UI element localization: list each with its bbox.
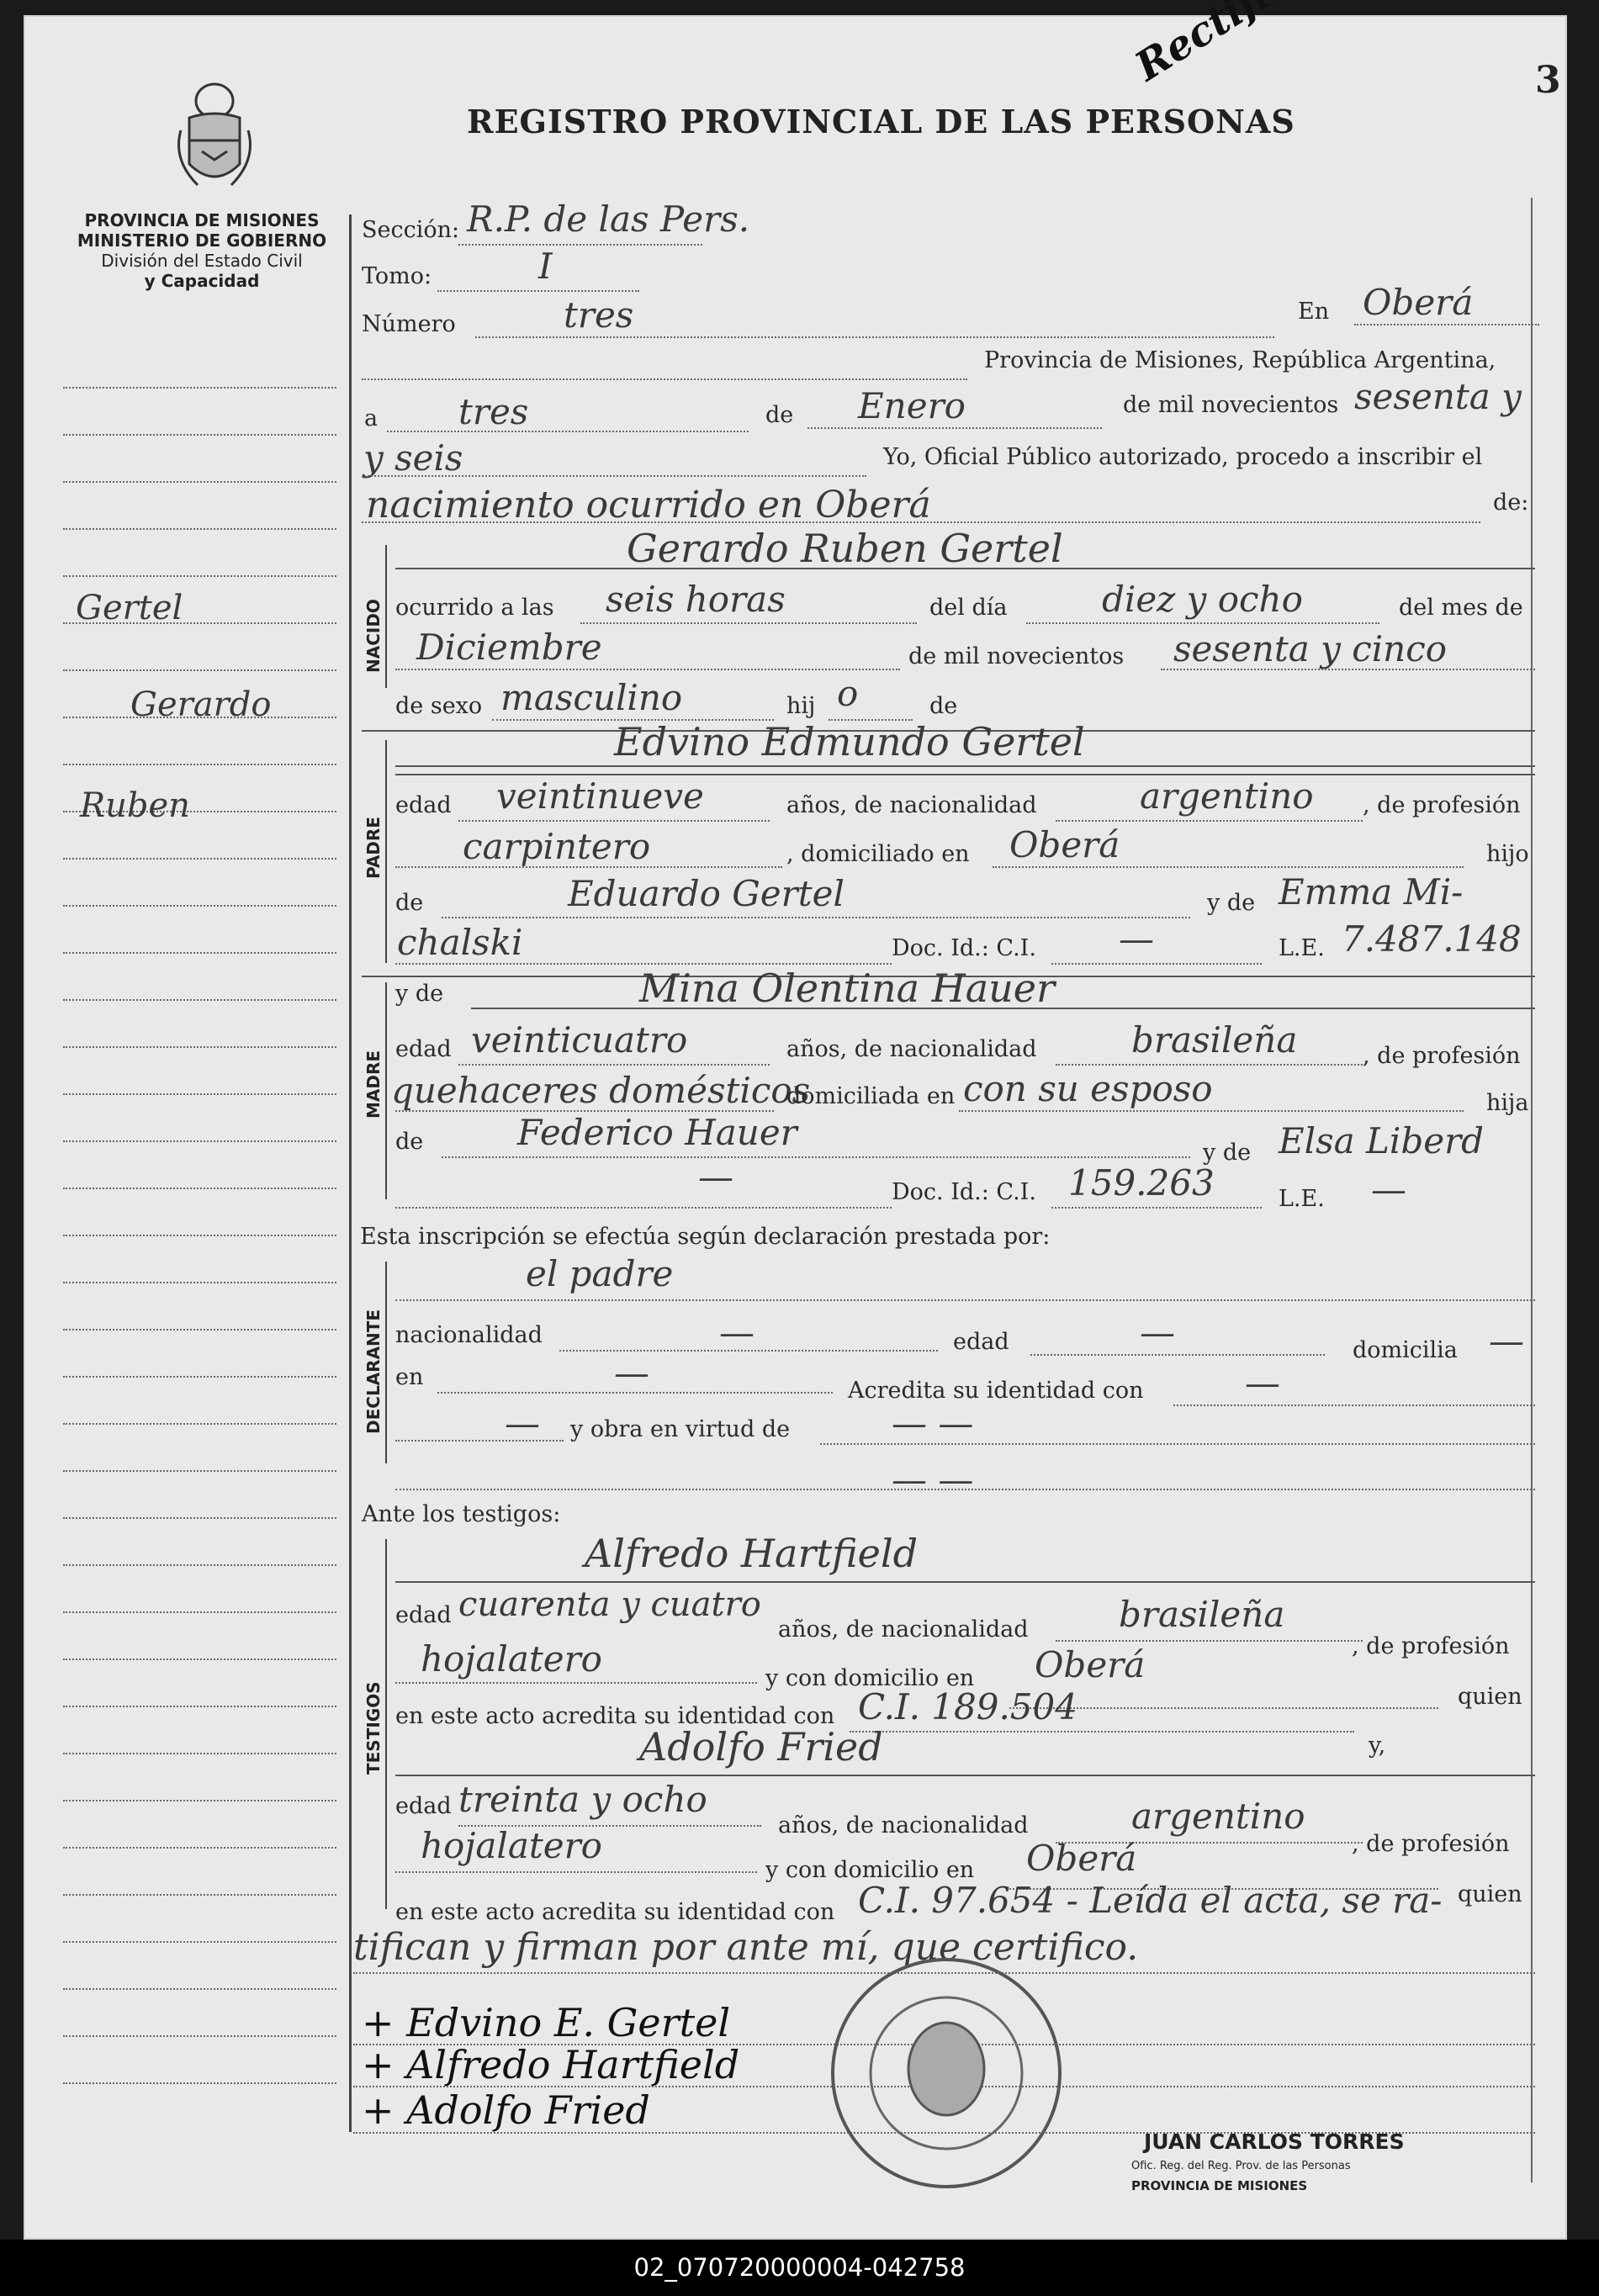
del-dia-label: del día [929,595,1008,621]
madre-ci: 159.263 [1068,1162,1215,1204]
declarante-obra: — — [892,1403,974,1444]
testigo1-edad-label: edad [395,1602,452,1628]
declarante-en-label: en [395,1364,424,1390]
padre-profesion-label: , de profesión [1363,792,1521,818]
testigo2-acredita-label: en este acto acredita su identidad con [395,1899,835,1925]
madre-le-label: L.E. [1279,1186,1325,1212]
declarante-edad: — [1140,1312,1175,1353]
nacido-nombre: Gerardo Ruben Gertel [627,526,1063,571]
declarante-domicilia: — [1489,1320,1524,1362]
padre-le: 7.487.148 [1342,918,1522,960]
oficial-cargo: Ofic. Reg. del Reg. Prov. de las Personas [1131,2160,1351,2172]
madre-profesion-label: , de profesión [1363,1043,1521,1069]
declarante-acredita-label: Acredita su identidad con [848,1378,1144,1404]
anio-value-1: sesenta y [1354,376,1522,417]
padre-hijo-label: hijo [1486,841,1529,867]
margin-line [63,1564,336,1566]
madre-edad-label: edad [395,1036,452,1062]
padre-edad-label: edad [395,792,452,818]
madre-domicilio: con su esposo [963,1068,1213,1109]
signature-2: + Alfredo Hartfield [362,2042,740,2087]
declarante-nombre: el padre [526,1253,674,1294]
margin-line [63,1235,336,1236]
ocurrido-label: ocurrido a las [395,595,554,621]
madre-y-de-label: y de [395,981,444,1007]
margin-line [63,1093,336,1095]
nacido-mes: Diciembre [416,627,602,668]
en-value: Oberá [1363,282,1474,323]
seccion-label: Sección: [362,217,460,243]
testigo2-nac: argentino [1131,1796,1305,1837]
margin-line [63,1894,336,1896]
margin-line [63,481,336,483]
testigo1-quien-label: quien [1458,1684,1522,1710]
padre-section-label: PADRE [363,817,384,879]
nacido-dia: diez y ocho [1102,579,1303,620]
margin-line [63,999,336,1001]
declarante-edad-label: edad [953,1329,1009,1355]
provincia-text: Provincia de Misiones, República Argentina, [984,347,1496,373]
madre-le: — [1371,1169,1406,1210]
left-header-line3: División del Estado Civil [101,251,303,271]
margin-line [63,1282,336,1283]
main-border [349,214,352,2132]
testigo1-domicilio-label: y con domicilio en [765,1665,975,1691]
madre-hija-label: hija [1486,1090,1529,1116]
testigo1-nombre: Alfredo Hartfield [585,1531,919,1576]
padre-domicilio: Oberá [1009,824,1120,865]
yo-text: Yo, Oficial Público autorizado, procedo a inscribir el [883,444,1483,470]
margin-line [63,1329,336,1331]
margin-line [63,1659,336,1660]
margin-line [63,858,336,860]
madre-doc-label: Doc. Id.: C.I. [892,1179,1036,1205]
testigo2-anios-label: años, de nacionalidad [778,1812,1029,1838]
padre-ci: — [1119,918,1154,960]
margin-name-surname: Gertel [76,589,183,627]
oficial-nombre: JUAN CARLOS TORRES [1144,2129,1405,2154]
declarante-nac: — [719,1312,754,1353]
margin-line [63,1611,336,1613]
margin-name-first: Gerardo [130,685,272,724]
margin-line [63,1800,336,1801]
madre-de-label: de [395,1129,424,1155]
footer-id: 02_070720000004-042758 [0,2240,1599,2296]
margin-line [63,1706,336,1707]
cierre-text: tifican y firman por ante mí, que certifico. [353,1926,1139,1969]
coat-of-arms-icon [172,80,257,198]
margin-line [63,1423,336,1425]
testigo1-dom: Oberá [1035,1644,1146,1685]
mes-value: Enero [858,385,966,426]
madre-dash: — [698,1156,733,1198]
testigo1-ci: C.I. 189.504 [858,1686,1077,1727]
testigo2-prof: hojalatero [421,1825,602,1866]
testigo1-acredita-label: en este acto acredita su identidad con [395,1703,835,1729]
madre-padre: Federico Hauer [517,1112,797,1153]
margin-line [63,669,336,671]
left-header-line4: y Capacidad [144,271,260,291]
margin-line [63,1753,336,1754]
margin-line [63,1988,336,1990]
nacimiento-value: nacimiento ocurrido en Oberá [366,484,931,526]
margin-line [63,1847,336,1849]
testigo1-y-label: y, [1369,1733,1386,1759]
anio-text: de mil novecientos [1123,392,1339,418]
testigo1-profesion-label: , de profesión [1352,1633,1510,1659]
margin-line [63,1941,336,1943]
declarante-obra-dash: — [505,1403,540,1444]
margin-line [63,2082,336,2084]
nacido-hora: seis horas [606,579,786,620]
madre-nacionalidad: brasileña [1131,1019,1298,1061]
de-label: de [765,402,794,428]
testigo1-prof: hojalatero [421,1638,602,1680]
margin-line [63,1470,336,1472]
left-header-line2: MINISTERIO DE GOBIERNO [77,230,327,251]
tomo-value: I [538,246,553,287]
dia-value: tres [458,391,529,432]
padre-y-de-label: y de [1207,890,1256,916]
testigo1-nac: brasileña [1119,1594,1285,1635]
padre-doc-label: Doc. Id.: C.I. [892,935,1036,961]
declarante-acredita: — [1245,1362,1280,1404]
margin-line [63,764,336,765]
declarante-en: — [614,1352,649,1394]
left-header-line1: PROVINCIA DE MISIONES [84,210,320,230]
padre-nombre: Edvino Edmundo Gertel [614,719,1085,764]
padre-nacionalidad: argentino [1140,775,1314,817]
nacido-anio-label: de mil novecientos [908,643,1125,669]
declarante-section-label: DECLARANTE [363,1309,384,1434]
tomo-label: Tomo: [362,263,432,289]
hij-label: hij [786,693,816,719]
testigo2-edad-label: edad [395,1793,452,1819]
margin-line [63,905,336,907]
madre-section-label: MADRE [363,1050,384,1119]
testigo2-quien-label: quien [1458,1881,1522,1907]
sexo-label: de sexo [395,693,483,719]
a-label: a [364,405,379,431]
nacido-hij: o [837,673,859,714]
testigos-section-label: TESTIGOS [363,1681,384,1775]
madre-domicilio-label: domiciliada en [786,1083,956,1109]
margin-line [63,528,336,530]
margin-line [63,1376,336,1378]
padre-de-label: de [395,890,424,916]
testigo2-nombre: Adolfo Fried [639,1724,883,1770]
en-label: En [1298,299,1330,325]
margin-line [63,2035,336,2037]
padre-le-label: L.E. [1279,935,1325,961]
margin-line [63,1517,336,1519]
madre-madre: Elsa Liberd [1279,1120,1485,1161]
padre-domicilio-label: , domiciliado en [786,841,970,867]
nacido-de-label: de [929,693,958,719]
testigo2-ci: C.I. 97.654 - Leída el acta, se ra- [858,1880,1443,1921]
margin-line [63,575,336,577]
anio-value-2: y seis [363,437,463,479]
nacido-anio: sesenta y cinco [1173,628,1448,669]
padre-padre: Eduardo Gertel [568,873,845,914]
margin-line [63,387,336,389]
madre-anios-label: años, de nacionalidad [786,1036,1037,1062]
testigo2-edad: treinta y ocho [458,1779,707,1820]
nacido-sexo: masculino [500,677,683,718]
right-border [1531,198,1533,2182]
margin-line [63,1046,336,1048]
margin-line [63,1140,336,1142]
testigo1-anios-label: años, de nacionalidad [778,1616,1029,1643]
testigo1-edad: cuarenta y cuatro [458,1585,761,1624]
signature-3: + Adolfo Fried [362,2087,650,2133]
oficial-provincia: PROVINCIA DE MISIONES [1131,2178,1308,2193]
numero-value: tres [564,294,634,336]
margin-name-second: Ruben [80,786,190,825]
padre-anios-label: años, de nacionalidad [786,792,1037,818]
padre-madre-2: chalski [397,922,523,963]
declarante-extra: — — [892,1459,974,1500]
padre-madre-1: Emma Mi- [1279,871,1464,913]
padre-edad: veintinueve [496,775,704,817]
page-title: REGISTRO PROVINCIAL DE LAS PERSONAS [467,103,1295,140]
seccion-value: R.P. de las Pers. [467,198,750,240]
declarante-intro: Esta inscripción se efectúa según declaración prestada por: [360,1224,1051,1250]
official-seal-icon [824,1951,1068,2195]
madre-nombre: Mina Olentina Hauer [639,965,1056,1011]
declarante-domicilia-label: domicilia [1353,1337,1458,1363]
nacido-section-label: NACIDO [363,599,384,673]
declarante-nac-label: nacionalidad [395,1322,543,1348]
declarante-obra-label: y obra en virtud de [570,1416,791,1442]
madre-y-de2-label: y de [1203,1140,1252,1166]
de-colon-label: de: [1493,489,1529,516]
madre-edad: veinticuatro [471,1019,688,1061]
testigo2-dom: Oberá [1026,1838,1137,1879]
margin-line [63,952,336,954]
padre-profesion: carpintero [463,826,651,867]
left-header [63,210,341,291]
testigos-intro: Ante los testigos: [362,1501,561,1527]
testigo2-profesion-label: , de profesión [1352,1831,1510,1857]
page-number: 3 [1535,59,1561,102]
margin-line [63,434,336,436]
testigo2-domicilio-label: y con domicilio en [765,1857,975,1883]
margin-line [63,1188,336,1189]
madre-profesion: quehaceres domésticos [391,1070,811,1111]
signature-1: + Edvino E. Gertel [362,2000,731,2045]
numero-label: Número [362,311,456,337]
del-mes-label: del mes de [1399,595,1523,621]
